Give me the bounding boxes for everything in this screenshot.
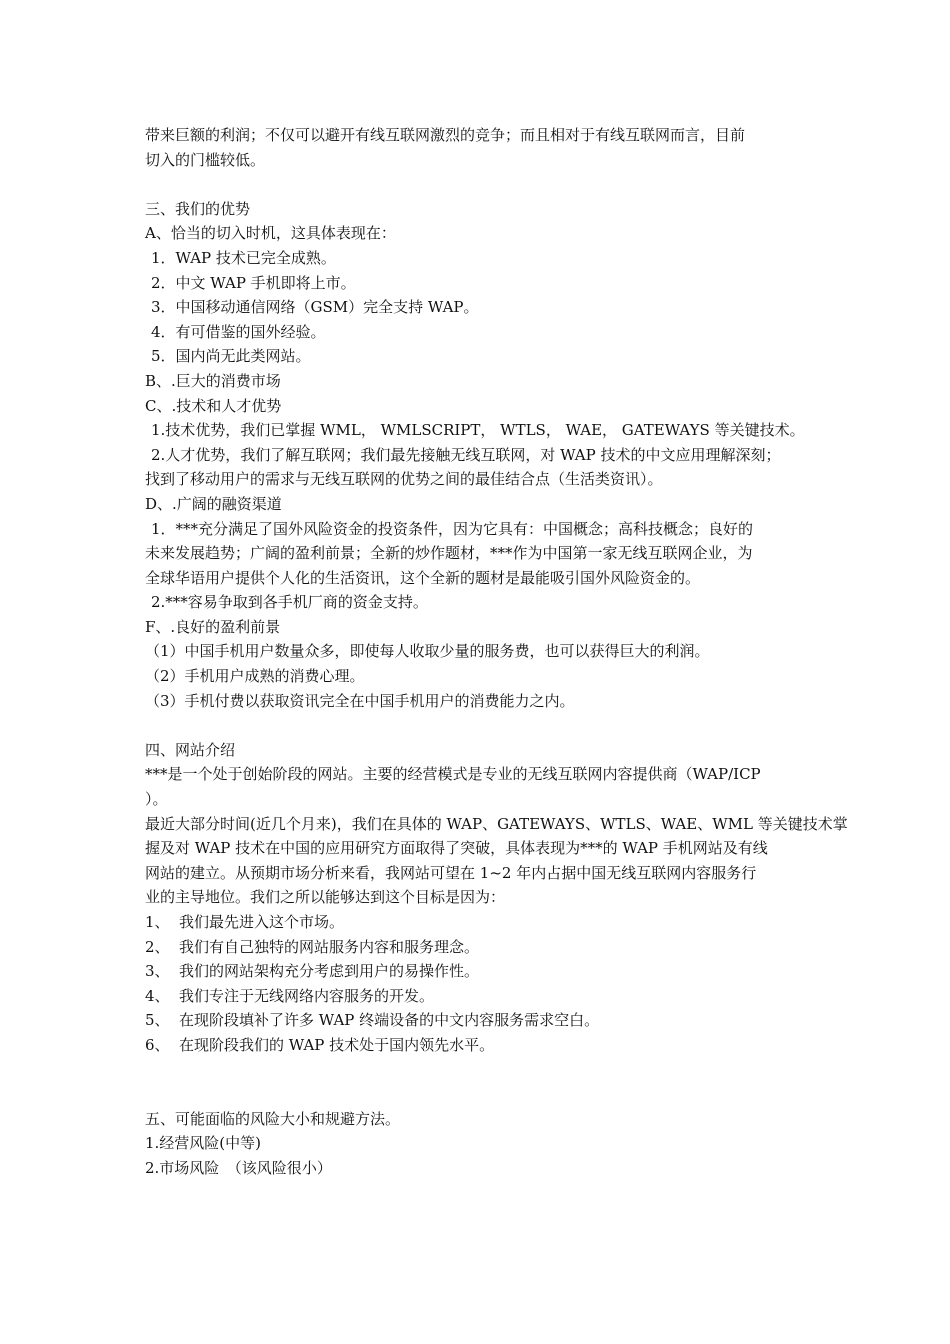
section-5-item-1: 1.经营风险(中等) <box>145 1134 262 1153</box>
section-4-heading: 四、网站介绍 <box>145 740 236 759</box>
reason-number: 3、 <box>145 962 170 981</box>
paragraph-gap <box>145 713 825 738</box>
section-3b-title: B、.巨大的消费市场 <box>145 371 281 390</box>
paragraph-gap <box>145 1058 825 1107</box>
reason-number: 2、 <box>145 937 170 956</box>
section-4-reason-5 <box>145 1008 825 1033</box>
section-4-reason-1 <box>145 910 825 935</box>
section-3f-item-2: （2）手机用户成熟的消费心理。 <box>145 667 365 686</box>
reason-text: 我们的网站架构充分考虑到用户的易操作性。 <box>179 962 480 981</box>
section-3c-item-2-line-1: 2.人才优势，我们了解互联网；我们最先接触无线互联网，对 WAP 技术的中文应用理解深刻； <box>151 445 781 464</box>
reason-text: 在现阶段填补了许多 WAP 终端设备的中文内容服务需求空白。 <box>179 1011 600 1030</box>
reason-number: 6、 <box>145 1035 170 1054</box>
section-4-para-1-line-2: ）。 <box>145 790 168 809</box>
section-3c-item-2-line-2: 找到了移动用户的需求与无线互联网的优势之间的最佳结合点（生活类资讯）。 <box>145 470 663 489</box>
reason-text: 我们最先进入这个市场。 <box>179 913 345 931</box>
section-5-heading: 五、可能面临的风险大小和规避方法。 <box>145 1109 401 1128</box>
section-5-item-2: 2.市场风险 （该风险很小） <box>145 1158 332 1177</box>
reason-number: 1、 <box>145 913 170 931</box>
section-3a-item-5: 5．国内尚无此类网站。 <box>151 347 311 366</box>
document-body <box>145 123 848 1181</box>
section-3a-item-4: 4．有可借鉴的国外经验。 <box>151 322 326 341</box>
section-3d-item-1-line-3: 全球华语用户提供个人化的生活资讯，这个全新的题材是最能吸引国外风险资金的。 <box>145 568 701 587</box>
section-4-para-1-line-1: ***是一个处于创始阶段的网站。主要的经营模式是专业的无线互联网内容提供商（WAP/ICP <box>145 765 761 784</box>
section-3f-item-3: （3）手机付费以获取资讯完全在中国手机用户的消费能力之内。 <box>145 691 575 710</box>
section-4-reason-3 <box>145 959 825 984</box>
section-4-reason-6 <box>145 1033 825 1058</box>
section-4-para-2-line-4: 业的主导地位。我们之所以能够达到这个目标是因为： <box>145 888 506 907</box>
section-3a-item-2: 2．中文 WAP 手机即将上市。 <box>151 273 356 292</box>
reason-text: 在现阶段我们的 WAP 技术处于国内领先水平。 <box>179 1035 495 1054</box>
section-4-para-2-line-3: 网站的建立。从预期市场分析来看，我网站可望在 1~2 年内占据中国无线互联网内容服务行 <box>145 863 757 882</box>
reason-number: 5、 <box>145 1011 170 1030</box>
section-3c-title: C、.技术和人才优势 <box>145 396 282 415</box>
reason-number: 4、 <box>145 986 170 1005</box>
section-3f-title: F、.良好的盈利前景 <box>145 617 281 636</box>
section-3-heading: 三、我们的优势 <box>145 199 251 218</box>
intro-line-2: 切入的门槛较低。 <box>145 150 266 169</box>
section-4-reason-2 <box>145 935 825 960</box>
section-4-reason-4 <box>145 984 825 1009</box>
section-4-para-2-line-1: 最近大部分时间(近几个月来)，我们在具体的 WAP、GATEWAYS、WTLS、WAE、WML 等关键技术掌 <box>145 814 848 833</box>
section-3d-item-1-line-2: 未来发展趋势；广阔的盈利前景；全新的炒作题材，***作为中国第一家无线互联网企业，为 <box>145 544 753 563</box>
section-3d-title: D、.广阔的融资渠道 <box>145 494 282 513</box>
section-3a-item-3: 3．中国移动通信网络（GSM）完全支持 WAP。 <box>151 298 479 317</box>
section-3a-item-1: 1．WAP 技术已完全成熟。 <box>151 248 336 267</box>
reason-text: 我们有自己独特的网站服务内容和服务理念。 <box>179 937 480 956</box>
section-3c-item-1: 1.技术优势，我们已掌握 WML， WMLSCRIPT， WTLS， WAE， GATEWAYS 等关键技术。 <box>151 421 805 440</box>
section-3a-title: A、恰当的切入时机，这具体表现在： <box>145 224 396 243</box>
reason-text: 我们专注于无线网络内容服务的开发。 <box>179 986 435 1005</box>
intro-line-1: 带来巨额的利润；不仅可以避开有线互联网激烈的竞争；而且相对于有线互联网而言，目前 <box>145 126 746 144</box>
paragraph-gap <box>145 172 825 197</box>
section-3d-item-2: 2.***容易争取到各手机厂商的资金支持。 <box>151 593 428 612</box>
section-4-para-2-line-2: 握及对 WAP 技术在中国的应用研究方面取得了突破，具体表现为***的 WAP 手机网站及有线 <box>145 839 768 858</box>
section-3f-item-1: （1）中国手机用户数量众多，即使每人收取少量的服务费，也可以获得巨大的利润。 <box>145 642 710 661</box>
section-3d-item-1-line-1: 1．***充分满足了国外风险资金的投资条件，因为它具有：中国概念；高科技概念；良好的 <box>151 519 754 538</box>
